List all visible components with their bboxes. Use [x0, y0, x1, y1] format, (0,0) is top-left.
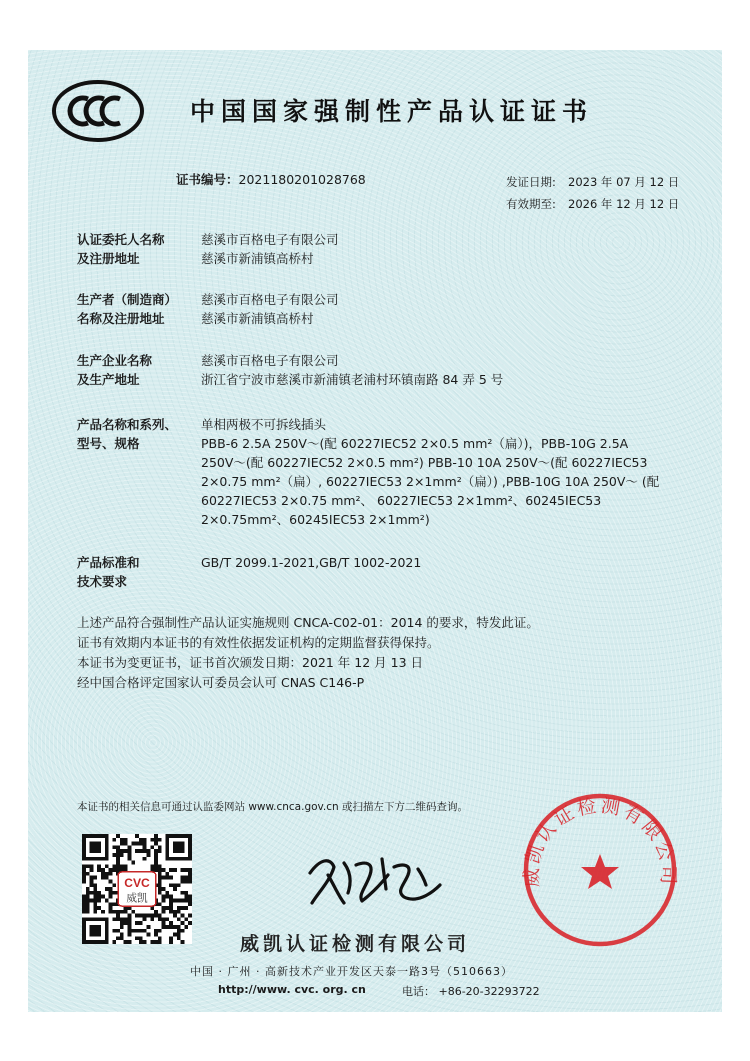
applicant-label — [77, 230, 165, 268]
svg-text:威凯认证检测有限公司: 威凯认证检测有限公司 — [520, 794, 680, 888]
manufacturer-label — [77, 290, 177, 328]
applicant-address: 慈溪市新浦镇高桥村 — [201, 251, 314, 266]
company-phone: 电话： +86-20-32293722 — [402, 985, 540, 998]
issue-date: 2023 年 07 月 12 日 — [568, 175, 680, 189]
certificate-dates — [506, 171, 679, 215]
company-seal — [520, 790, 680, 950]
manufacturer-name: 慈溪市百格电子有限公司 — [201, 292, 339, 307]
factory-address: 浙江省宁波市慈溪市新浦镇老浦村环镇南路 84 弄 5 号 — [201, 372, 504, 387]
standards-label — [77, 553, 140, 591]
qr-note: 本证书的相关信息可通过认监委网站 www.cnca.gov.cn 或扫描左下方二维码查询。 — [77, 801, 469, 813]
qr-badge-sub: 威凯 — [126, 891, 148, 905]
factory-label-line1: 生产企业名称 — [77, 353, 153, 368]
company-website[interactable] — [218, 983, 366, 996]
manufacturer-value — [201, 290, 339, 328]
company-name: 威凯认证检测有限公司 — [240, 933, 471, 955]
certificate-number-value: 2021180201028768 — [238, 172, 366, 187]
qr-badge-text: CVC — [124, 876, 150, 891]
issue-date-label: 发证日期: — [506, 175, 556, 189]
manufacturer-label-line1: 生产者（制造商） — [77, 292, 178, 307]
product-line: 2×0.75mm²、60245IEC53 2×1mm²) — [201, 512, 430, 527]
certificate-title: 中国国家强制性产品认证证书 — [190, 97, 594, 126]
statement-line: 经中国合格评定国家认可委员会认可 CNAS C146-P — [77, 675, 365, 690]
factory-label — [77, 351, 152, 389]
manufacturer-address: 慈溪市新浦镇高桥村 — [201, 311, 314, 326]
product-spec — [201, 415, 681, 529]
product-line: PBB-6 2.5A 250V～(配 60227IEC52 2×0.5 mm²（扁）)，PBB-10G 2.5A — [201, 436, 629, 451]
factory-value — [201, 351, 503, 389]
company-address: 中国 · 广州 · 高新技术产业开发区天泰一路3号（510663） — [190, 965, 513, 978]
product-label-line1: 产品名称和系列、 — [77, 417, 178, 432]
product-line: 单相两极不可拆线插头 — [201, 417, 327, 432]
product-line: 2×0.75 mm²（扁）, 60227IEC53 2×1mm²（扁）) ,PBB-10G 10A 250V～ (配 — [201, 474, 660, 489]
certificate-statements — [77, 613, 539, 693]
standards-value: GB/T 2099.1-2021,GB/T 1002-2021 — [201, 555, 422, 570]
statement-line: 本证书为变更证书，证书首次颁发日期：2021 年 12 月 13 日 — [77, 655, 423, 670]
applicant-label-line2: 及注册地址 — [77, 251, 140, 266]
factory-label-line2: 及生产地址 — [77, 372, 140, 387]
valid-date-label: 有效期至: — [506, 197, 556, 211]
applicant-name: 慈溪市百格电子有限公司 — [201, 232, 339, 247]
certificate-number — [176, 170, 366, 188]
manufacturer-label-line2: 名称及注册地址 — [77, 311, 165, 326]
statement-line: 证书有效期内本证书的有效性依据发证机构的定期监督获得保持。 — [77, 635, 440, 650]
signature — [300, 845, 450, 915]
certificate-number-label: 证书编号： — [176, 172, 239, 187]
product-line: 250V～(配 60227IEC52 2×0.5 mm²) PBB-10 10A 250V～(配 60227IEC53 — [201, 455, 648, 470]
statement-line: 上述产品符合强制性产品认证实施规则 CNCA-C02-01：2014 的要求，特发此证。 — [77, 615, 539, 630]
product-line: 60227IEC53 2×0.75 mm²、 60227IEC53 2×1mm²、60245IEC53 — [201, 493, 602, 508]
product-label — [77, 415, 177, 453]
applicant-value — [201, 230, 339, 268]
factory-name: 慈溪市百格电子有限公司 — [201, 353, 339, 368]
website-link[interactable]: http://www. cvc. org. cn — [218, 983, 366, 996]
standards-label-line1: 产品标准和 — [77, 555, 140, 570]
qr-code[interactable] — [82, 834, 192, 944]
applicant-label-line1: 认证委托人名称 — [77, 232, 165, 247]
valid-date: 2026 年 12 月 12 日 — [568, 197, 680, 211]
standards-label-line2: 技术要求 — [77, 574, 128, 589]
ccc-logo — [52, 80, 144, 142]
product-label-line2: 型号、规格 — [77, 436, 140, 451]
